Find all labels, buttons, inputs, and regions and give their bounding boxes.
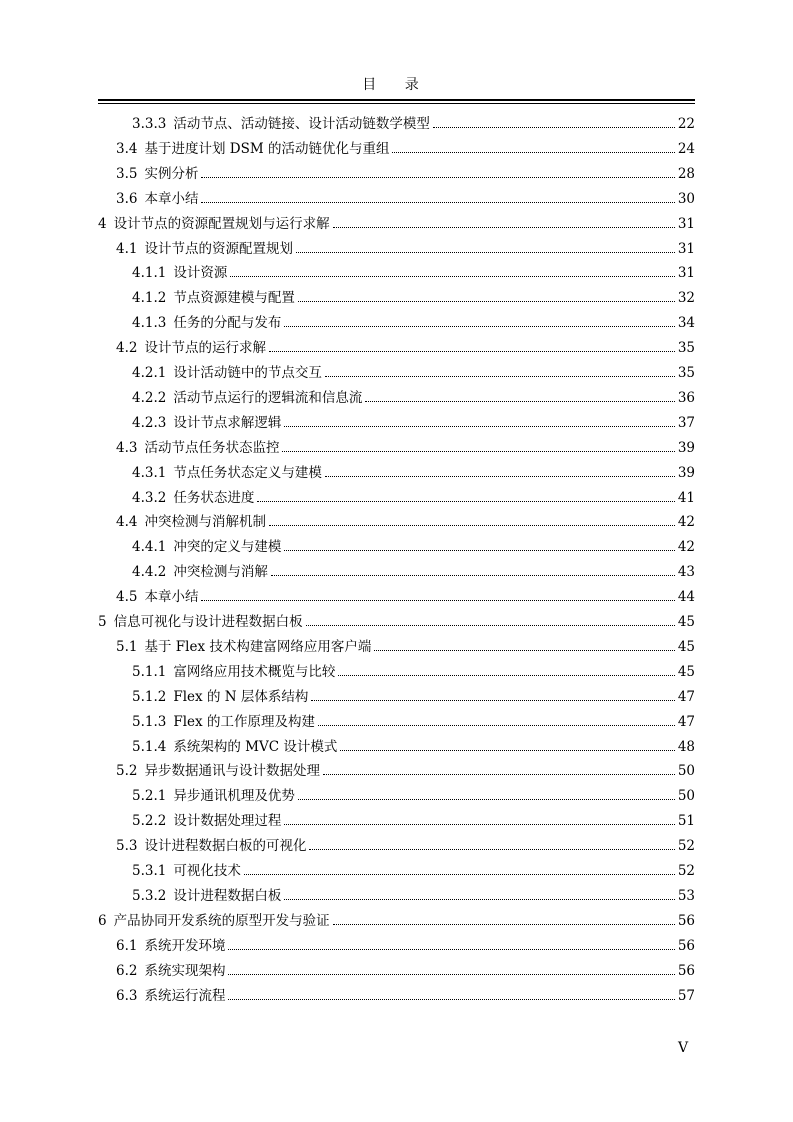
toc-dot-leader xyxy=(228,999,674,1000)
toc-dot-leader xyxy=(201,177,674,178)
toc-dot-leader xyxy=(298,301,675,302)
toc-entry-title: 可视化技术 xyxy=(173,863,241,879)
toc-entry-title: 设计数据处理过程 xyxy=(173,813,282,829)
toc-entry-page: 32 xyxy=(677,290,695,306)
toc-entry-page: 39 xyxy=(677,440,695,456)
toc-entry-page: 56 xyxy=(677,963,695,979)
toc-entry[interactable] xyxy=(98,910,695,930)
toc-dot-leader xyxy=(338,675,674,676)
toc-dot-leader xyxy=(325,376,675,377)
toc-entry-page: 22 xyxy=(677,116,695,132)
header-rule-thin xyxy=(98,103,695,104)
toc-entry-number: 4.2 xyxy=(116,340,138,356)
toc-entry-title: 产品协同开发系统的原型开发与验证 xyxy=(113,913,330,929)
toc-entry-page: 31 xyxy=(677,265,695,281)
toc-entry-number: 4.2.1 xyxy=(132,365,167,381)
toc-entry-number: 4.1.2 xyxy=(132,290,167,306)
toc-entry-title: 设计节点的运行求解 xyxy=(144,340,266,356)
toc-entry-title: 设计节点的资源配置规划与运行求解 xyxy=(113,216,330,232)
toc-entry-number: 5.2.2 xyxy=(132,813,167,829)
toc-entry-page: 35 xyxy=(677,340,695,356)
toc-entry-title: 设计进程数据白板的可视化 xyxy=(144,838,307,854)
page-number: V xyxy=(678,1040,689,1056)
toc-entry-number: 3.5 xyxy=(116,166,138,182)
toc-dot-leader xyxy=(325,476,675,477)
toc-entry[interactable] xyxy=(116,337,695,357)
toc-entry[interactable] xyxy=(132,736,695,756)
toc-entry-page: 50 xyxy=(677,788,695,804)
toc-entry-page: 37 xyxy=(677,415,695,431)
toc-dot-leader xyxy=(228,974,674,975)
toc-entry[interactable] xyxy=(132,312,695,332)
toc-entry-page: 56 xyxy=(677,938,695,954)
toc-dot-leader xyxy=(284,426,674,427)
toc-entry-title: 本章小结 xyxy=(144,191,199,207)
toc-entry[interactable] xyxy=(132,810,695,830)
toc-entry[interactable] xyxy=(116,511,695,531)
toc-dot-leader xyxy=(298,799,675,800)
toc-dot-leader xyxy=(333,227,675,228)
toc-dot-leader xyxy=(318,725,675,726)
toc-entry-title: 基于 Flex 技术构建富网络应用客户端 xyxy=(144,639,372,655)
toc-entry-number: 4.3 xyxy=(116,440,138,456)
toc-entry-title: 异步数据通讯与设计数据处理 xyxy=(144,763,320,779)
toc-entry-title: 节点任务状态定义与建模 xyxy=(173,465,322,481)
toc-entry[interactable] xyxy=(116,985,695,1005)
toc-entry-page: 41 xyxy=(677,490,695,506)
toc-dot-leader xyxy=(282,451,674,452)
toc-entry-title: 设计活动链中的节点交互 xyxy=(173,365,322,381)
toc-entry[interactable] xyxy=(132,412,695,432)
toc-entry-number: 5.1.2 xyxy=(132,689,167,705)
header-title: 目 录 xyxy=(362,77,431,93)
toc-entry-title: 冲突检测与消解机制 xyxy=(144,514,266,530)
toc-entry[interactable] xyxy=(98,213,695,233)
toc-entry-page: 45 xyxy=(677,639,695,655)
toc-entry[interactable] xyxy=(132,362,695,382)
toc-entry-title: Flex 的 N 层体系结构 xyxy=(173,689,309,705)
toc-entry-number: 5.1.3 xyxy=(132,714,167,730)
toc-entry-number: 4.4 xyxy=(116,514,138,530)
toc-entry[interactable] xyxy=(132,661,695,681)
toc-entry-title: 实例分析 xyxy=(144,166,199,182)
toc-entry-title: 设计资源 xyxy=(173,265,228,281)
toc-entry-title: 活动节点运行的逻辑流和信息流 xyxy=(173,390,363,406)
toc-entry-page: 53 xyxy=(677,888,695,904)
toc-entry[interactable] xyxy=(132,287,695,307)
toc-entry[interactable] xyxy=(116,437,695,457)
toc-dot-leader xyxy=(201,600,674,601)
toc-entry-page: 48 xyxy=(677,739,695,755)
toc-dot-leader xyxy=(269,525,675,526)
toc-dot-leader xyxy=(257,501,674,502)
toc-dot-leader xyxy=(392,152,674,153)
toc-dot-leader xyxy=(311,700,674,701)
toc-entry[interactable] xyxy=(116,138,695,158)
toc-dot-leader xyxy=(269,351,675,352)
toc-dot-leader xyxy=(284,824,674,825)
toc-entry-title: 富网络应用技术概览与比较 xyxy=(173,664,336,680)
toc-entry-page: 56 xyxy=(677,913,695,929)
toc-entry-number: 5.3 xyxy=(116,838,138,854)
toc-entry-number: 4.2.2 xyxy=(132,390,167,406)
toc-entry-number: 4.1.3 xyxy=(132,315,167,331)
toc-entry-number: 6 xyxy=(98,913,107,929)
toc-entry-page: 28 xyxy=(677,166,695,182)
toc-entry[interactable] xyxy=(116,835,695,855)
toc-entry-number: 4.4.2 xyxy=(132,564,167,580)
toc-entry[interactable] xyxy=(132,113,695,133)
toc-entry-number: 5.3.1 xyxy=(132,863,167,879)
toc-entry[interactable] xyxy=(116,586,695,606)
toc-entry-title: 设计节点的资源配置规划 xyxy=(144,241,293,257)
toc-entry[interactable] xyxy=(116,760,695,780)
toc-dot-leader xyxy=(365,401,674,402)
toc-entry-page: 52 xyxy=(677,863,695,879)
toc-entry-page: 50 xyxy=(677,763,695,779)
toc-entry-page: 34 xyxy=(677,315,695,331)
toc-entry-number: 4.1.1 xyxy=(132,265,167,281)
toc-entry-page: 52 xyxy=(677,838,695,854)
toc-entry-title: 任务状态进度 xyxy=(173,490,255,506)
toc-entry-title: 活动节点任务状态监控 xyxy=(144,440,280,456)
toc-entry[interactable] xyxy=(132,686,695,706)
toc-dot-leader xyxy=(309,849,674,850)
toc-entry[interactable] xyxy=(132,462,695,482)
toc-entry[interactable] xyxy=(116,188,695,208)
toc-dot-leader xyxy=(333,924,675,925)
toc-entry-title: 系统实现架构 xyxy=(144,963,226,979)
toc-entry-page: 57 xyxy=(677,988,695,1004)
toc-entry-number: 5 xyxy=(98,614,107,630)
toc-entry-number: 5.1.4 xyxy=(132,739,167,755)
toc-entry[interactable] xyxy=(132,487,695,507)
toc-entry-page: 31 xyxy=(677,241,695,257)
toc-entry-number: 5.1.1 xyxy=(132,664,167,680)
toc-entry[interactable] xyxy=(116,238,695,258)
toc-entry-number: 5.2.1 xyxy=(132,788,167,804)
toc-entry-page: 45 xyxy=(677,614,695,630)
toc-entry-number: 4.4.1 xyxy=(132,539,167,555)
toc-entry[interactable] xyxy=(132,860,695,880)
toc-entry[interactable] xyxy=(132,387,695,407)
toc-entry-number: 4.3.2 xyxy=(132,490,167,506)
toc-entry-page: 31 xyxy=(677,216,695,232)
toc-entry-title: 基于进度计划 DSM 的活动链优化与重组 xyxy=(144,141,390,157)
toc-entry[interactable] xyxy=(132,711,695,731)
toc-entry-number: 4 xyxy=(98,216,107,232)
toc-entry[interactable] xyxy=(132,885,695,905)
toc-entry-title: 异步通讯机理及优势 xyxy=(173,788,295,804)
toc-dot-leader xyxy=(284,550,674,551)
toc-entry-number: 3.6 xyxy=(116,191,138,207)
header-rule-thick xyxy=(98,99,695,101)
toc-entry-title: 任务的分配与发布 xyxy=(173,315,282,331)
toc-entry[interactable] xyxy=(132,262,695,282)
toc-entry-title: 系统运行流程 xyxy=(144,988,226,1004)
toc-entry-title: Flex 的工作原理及构建 xyxy=(173,714,315,730)
toc-entry-number: 6.3 xyxy=(116,988,138,1004)
toc-entry-page: 42 xyxy=(677,539,695,555)
toc-entry-title: 本章小结 xyxy=(144,589,199,605)
toc-entry[interactable] xyxy=(116,636,695,656)
toc-entry[interactable] xyxy=(132,536,695,556)
toc-dot-leader xyxy=(284,326,674,327)
toc-entry[interactable] xyxy=(116,163,695,183)
toc-entry-page: 42 xyxy=(677,514,695,530)
toc-entry-number: 4.2.3 xyxy=(132,415,167,431)
toc-entry-number: 3.4 xyxy=(116,141,138,157)
toc-entry-title: 设计进程数据白板 xyxy=(173,888,282,904)
toc-entry-title: 系统架构的 MVC 设计模式 xyxy=(173,739,338,755)
toc-dot-leader xyxy=(296,252,675,253)
toc-entry-number: 6.1 xyxy=(116,938,138,954)
toc-dot-leader xyxy=(340,750,674,751)
toc-dot-leader xyxy=(433,127,675,128)
toc-entry-page: 30 xyxy=(677,191,695,207)
toc-dot-leader xyxy=(374,650,674,651)
toc-entry-title: 活动节点、活动链接、设计活动链数学模型 xyxy=(173,116,430,132)
toc-entry-title: 冲突检测与消解 xyxy=(173,564,268,580)
toc-entry-page: 47 xyxy=(677,714,695,730)
toc-dot-leader xyxy=(201,202,674,203)
toc-entry-number: 5.1 xyxy=(116,639,138,655)
toc-entry-title: 节点资源建模与配置 xyxy=(173,290,295,306)
toc-entry[interactable] xyxy=(116,935,695,955)
toc-entry[interactable] xyxy=(132,561,695,581)
toc-entry-number: 4.1 xyxy=(116,241,138,257)
toc-entry-title: 系统开发环境 xyxy=(144,938,226,954)
toc-entry-title: 设计节点求解逻辑 xyxy=(173,415,282,431)
toc-entry-page: 51 xyxy=(677,813,695,829)
toc-entry-page: 43 xyxy=(677,564,695,580)
toc-entry-number: 5.3.2 xyxy=(132,888,167,904)
toc-entry-page: 39 xyxy=(677,465,695,481)
toc-entry[interactable] xyxy=(132,785,695,805)
toc-entry-number: 6.2 xyxy=(116,963,138,979)
toc-entry-number: 4.3.1 xyxy=(132,465,167,481)
toc-entry[interactable] xyxy=(116,960,695,980)
toc-entry-page: 45 xyxy=(677,664,695,680)
toc-dot-leader xyxy=(271,575,675,576)
toc-entry[interactable] xyxy=(98,611,695,631)
toc-entry-title: 信息可视化与设计进程数据白板 xyxy=(113,614,303,630)
toc-entry-number: 5.2 xyxy=(116,763,138,779)
toc-entry-page: 44 xyxy=(677,589,695,605)
toc-dot-leader xyxy=(306,625,675,626)
toc-dot-leader xyxy=(244,874,675,875)
toc-dot-leader xyxy=(228,949,674,950)
toc-entry-number: 4.5 xyxy=(116,589,138,605)
toc-entry-page: 47 xyxy=(677,689,695,705)
toc-dot-leader xyxy=(230,276,674,277)
toc-dot-leader xyxy=(323,774,675,775)
toc-entry-title: 冲突的定义与建模 xyxy=(173,539,282,555)
toc-entry-number: 3.3.3 xyxy=(132,116,167,132)
toc-entry-page: 24 xyxy=(677,141,695,157)
toc-entry-page: 35 xyxy=(677,365,695,381)
toc-entry-page: 36 xyxy=(677,390,695,406)
toc-dot-leader xyxy=(284,899,674,900)
